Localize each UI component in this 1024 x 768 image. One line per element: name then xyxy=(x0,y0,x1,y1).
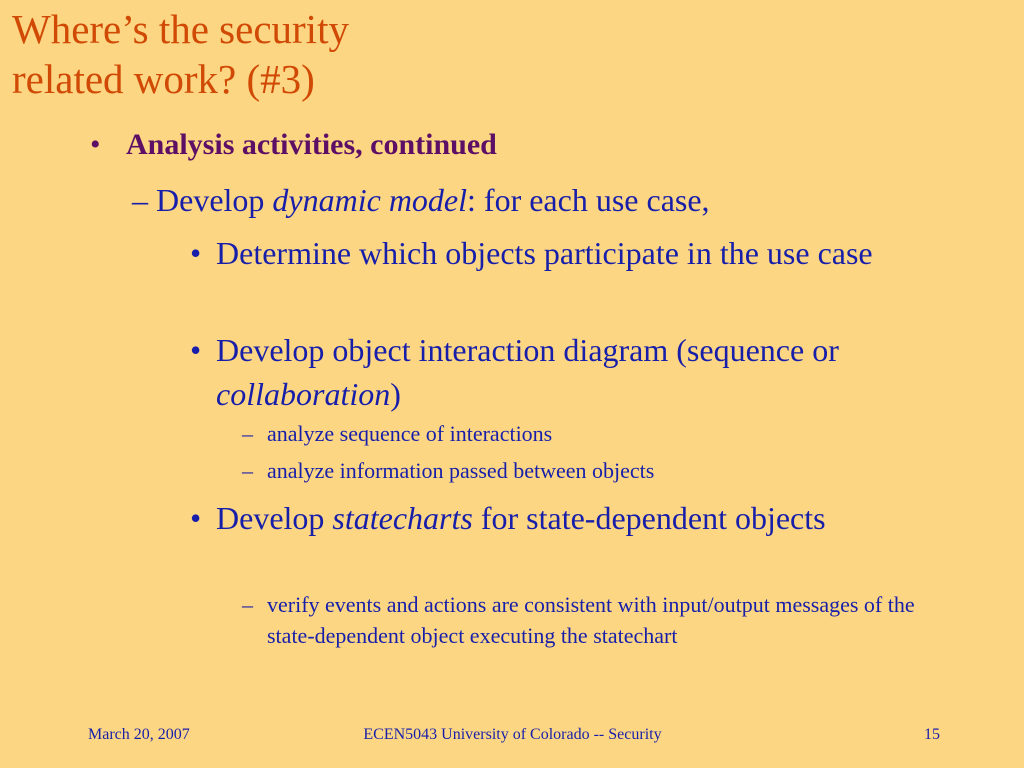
bullet-text-prefix: Develop xyxy=(216,500,333,536)
bullet-text-suffix: : for each use case, xyxy=(467,182,710,218)
bullet-verify-events xyxy=(242,589,932,651)
bullet-marker: • xyxy=(190,235,202,271)
bullet-text-italic: dynamic model xyxy=(272,182,468,218)
footer-course: ECEN5043 University of Colorado -- Security xyxy=(363,726,662,743)
bullet-marker: – xyxy=(242,421,253,446)
bullet-text-suffix: ) xyxy=(390,376,401,412)
bullet-text xyxy=(216,496,906,540)
title-line-1: Where’s the security xyxy=(12,6,349,52)
footer-page-number: 15 xyxy=(924,726,940,743)
bullet-text-italic: collaboration xyxy=(216,376,391,412)
bullet-marker: • xyxy=(190,500,202,536)
bullet-marker: – xyxy=(242,592,253,617)
bullet-marker: – xyxy=(132,182,148,218)
bullet-marker: • xyxy=(190,332,202,368)
bullet-develop-dynamic-model xyxy=(132,180,710,220)
bullet-marker: • xyxy=(90,128,101,161)
bullet-text-italic: statecharts xyxy=(332,500,473,536)
bullet-analyze-information xyxy=(242,455,932,486)
bullet-text-prefix: Develop xyxy=(156,182,273,218)
bullet-text xyxy=(148,180,710,220)
bullet-text: analyze sequence of interactions xyxy=(267,421,553,446)
bullet-analyze-sequence xyxy=(242,418,932,449)
title-line-2: related work? (#3) xyxy=(12,56,315,102)
bullet-text xyxy=(216,328,906,416)
bullet-develop-statecharts xyxy=(190,496,910,540)
bullet-text: verify events and actions are consistent with input/output messages of the state-dependent object executing the statechart xyxy=(267,592,915,648)
bullet-text-prefix: Develop object interaction diagram (sequence or xyxy=(216,332,839,368)
bullet-text: analyze information passed between objects xyxy=(267,458,655,483)
footer-date: March 20, 2007 xyxy=(88,726,190,743)
bullet-text: Determine which objects participate in the use case xyxy=(216,235,873,271)
bullet-determine-objects xyxy=(190,231,910,275)
bullet-text-suffix: for state-dependent objects xyxy=(472,500,826,536)
slide-title xyxy=(12,4,349,104)
bullet-analysis-activities xyxy=(90,126,497,164)
bullet-marker: – xyxy=(242,458,253,483)
bullet-object-interaction-diagram xyxy=(190,328,910,416)
bullet-text: Analysis activities, continued xyxy=(126,128,497,161)
